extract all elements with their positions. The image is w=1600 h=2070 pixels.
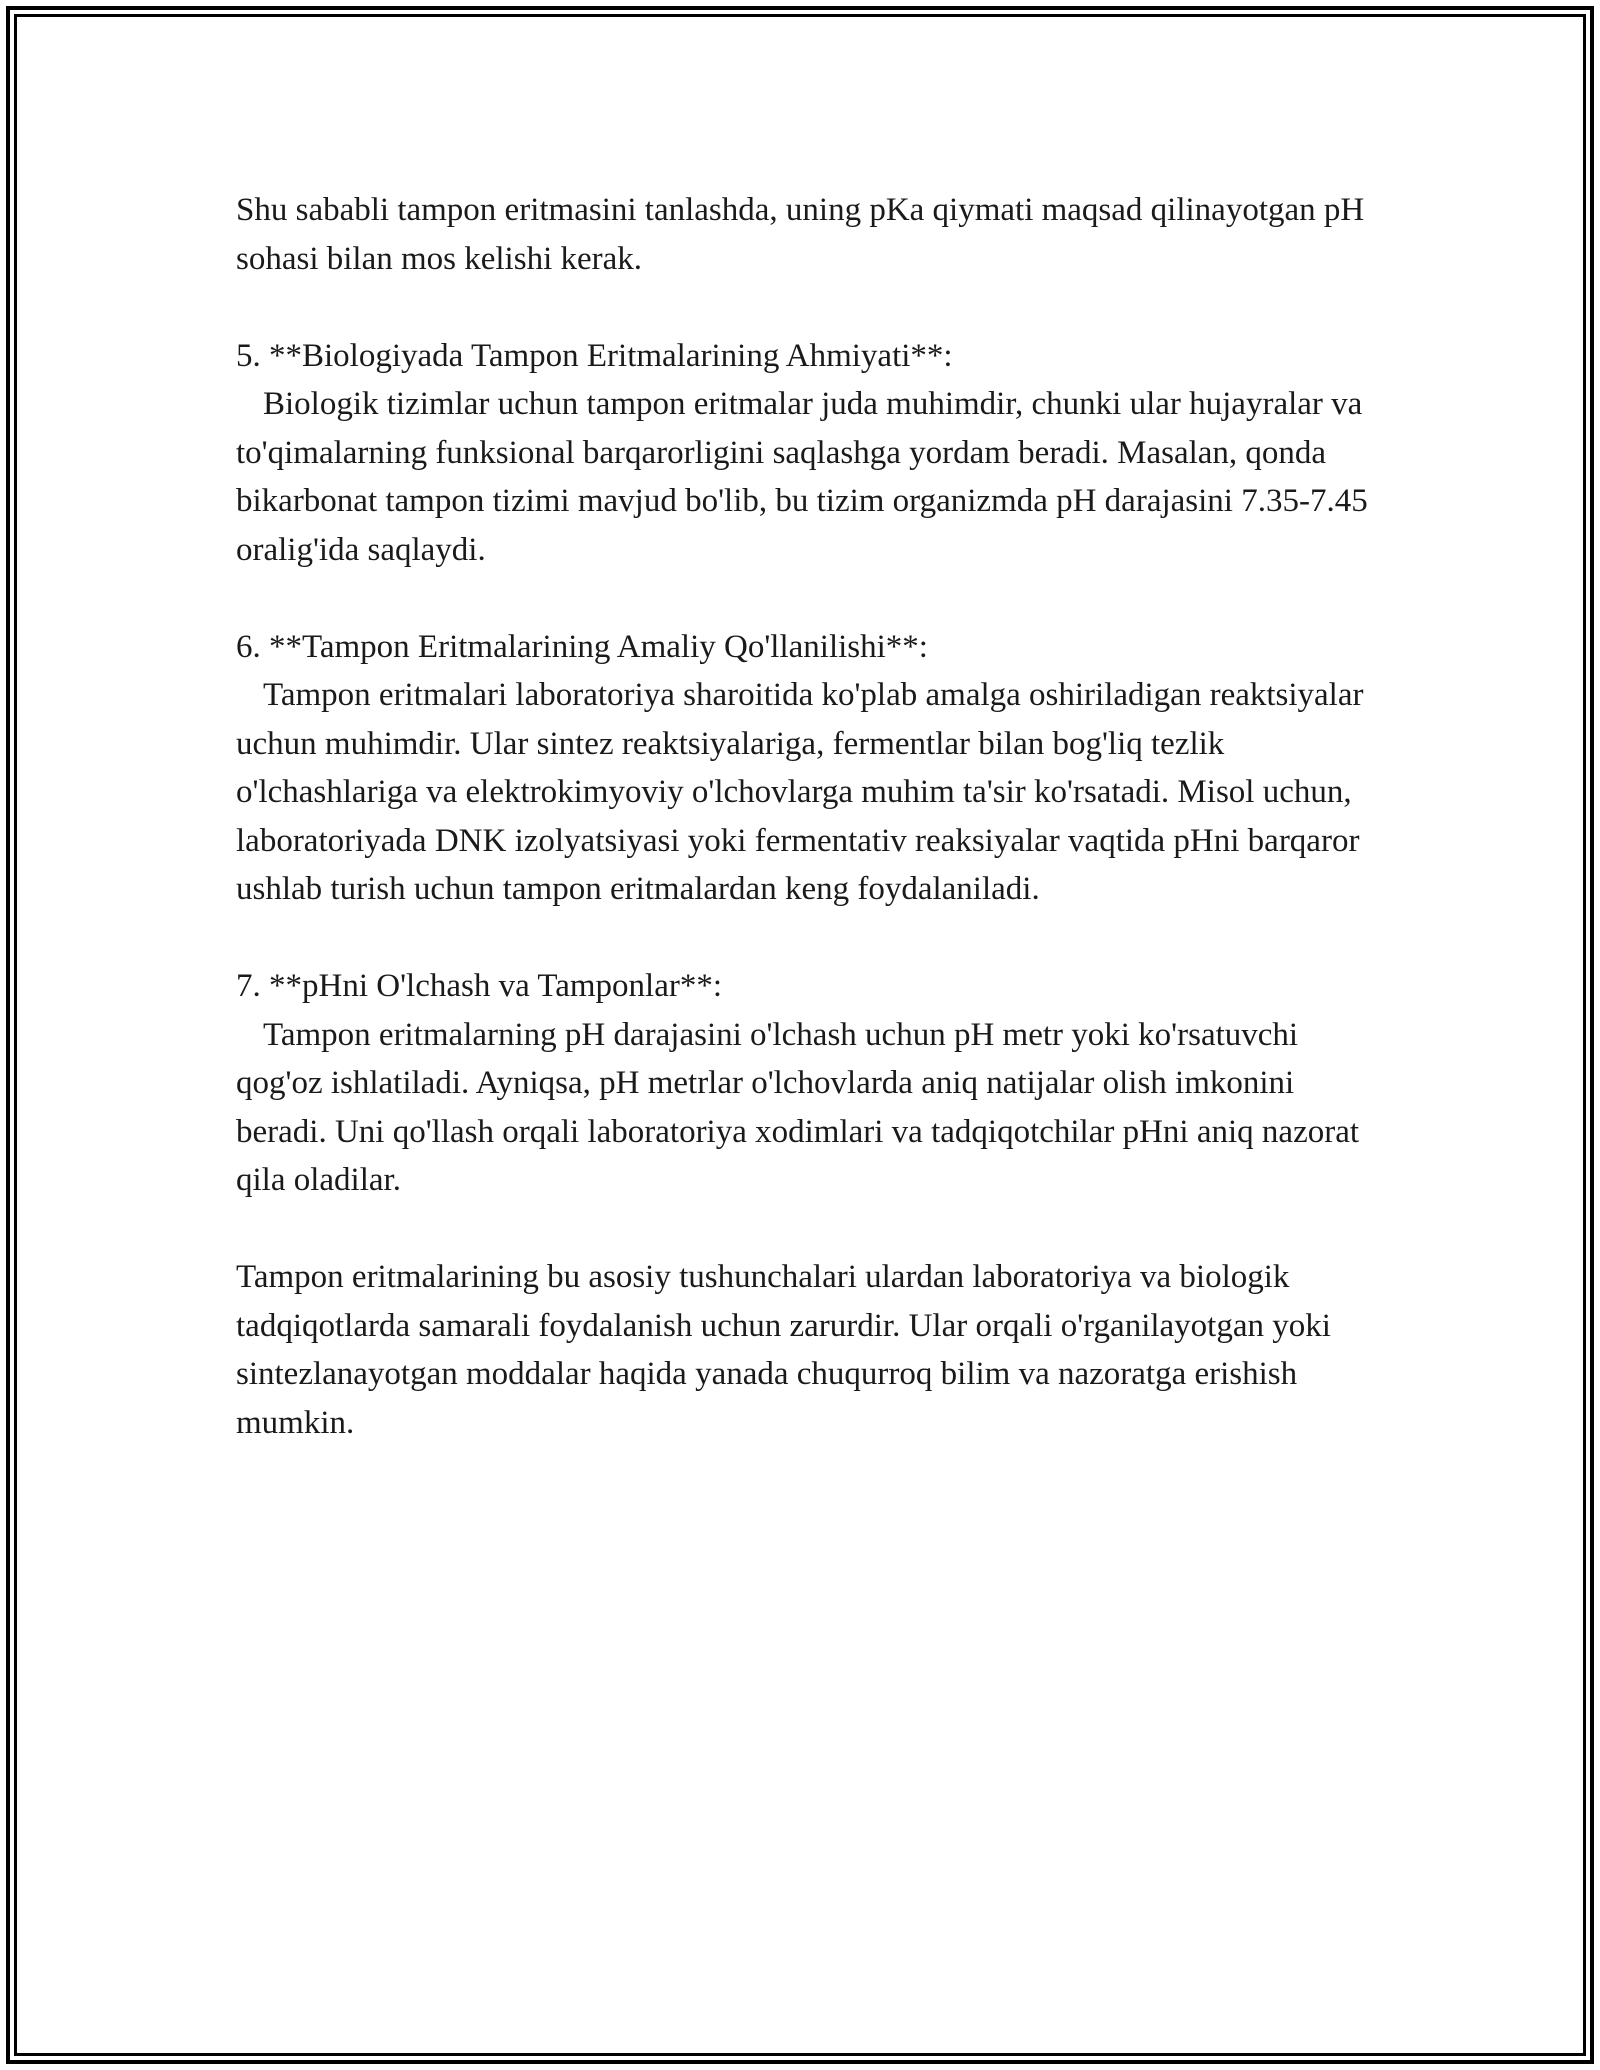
- section-5: [236, 332, 1376, 575]
- section-7: [236, 962, 1376, 1205]
- section-heading: 6. **Tampon Eritmalarining Amaliy Qo'llanilishi**:: [236, 628, 928, 665]
- conclusion-paragraph: [236, 1253, 1376, 1447]
- section-heading: 5. **Biologiyada Tampon Eritmalarining Ahmiyati**:: [236, 337, 953, 374]
- conclusion-text: Tampon eritmalarining bu asosiy tushunchalari ulardan laboratoriya va biologik tadqiqotlarda samarali foydalanish uchun zarurdir. Ular orqali o'rganilayotgan yoki sintezlanayotgan moddalar haqida yanada chuqurroq bilim va nazoratga erishish mumkin.: [236, 1259, 1331, 1441]
- intro-paragraph: [236, 186, 1376, 283]
- section-6: [236, 623, 1376, 914]
- section-body: Biologik tizimlar uchun tampon eritmalar juda muhimdir, chunki ular hujayralar va to'qimalarning funksional barqarorligini saqlashga yordam beradi. Masalan, qonda bikarbonat tampon tizimi mavjud bo'lib, bu tizim organizmda pH darajasini 7.35-7.45 oralig'ida saqlaydi.: [236, 386, 1368, 568]
- section-body: Tampon eritmalari laboratoriya sharoitida ko'plab amalga oshiriladigan reaktsiyalar uchun muhimdir. Ular sintez reaktsiyalariga, fermentlar bilan bog'liq tezlik o'lchashlariga va elektrokimyoviy o'lchovlarga muhim ta'sir ko'rsatadi. Misol uchun, laboratoriyada DNK izolyatsiyasi yoki fermentativ reaksiyalar vaqtida pHni barqaror ushlab turish uchun tampon eritmalardan keng foydalaniladi.: [236, 677, 1364, 907]
- document-body: [236, 186, 1376, 1496]
- intro-text: Shu sababli tampon eritmasini tanlashda, uning pKa qiymati maqsad qilinayotgan pH sohasi bilan mos kelishi kerak.: [236, 192, 1365, 277]
- section-body: Tampon eritmalarning pH darajasini o'lchash uchun pH metr yoki ko'rsatuvchi qog'oz ishlatiladi. Ayniqsa, pH metrlar o'lchovlarda aniq natijalar olish imkonini beradi. Uni qo'llash orqali laboratoriya xodimlari va tadqiqotchilar pHni aniq nazorat qila oladilar.: [236, 1016, 1360, 1198]
- section-heading: 7. **pHni O'lchash va Tamponlar**:: [236, 968, 723, 1004]
